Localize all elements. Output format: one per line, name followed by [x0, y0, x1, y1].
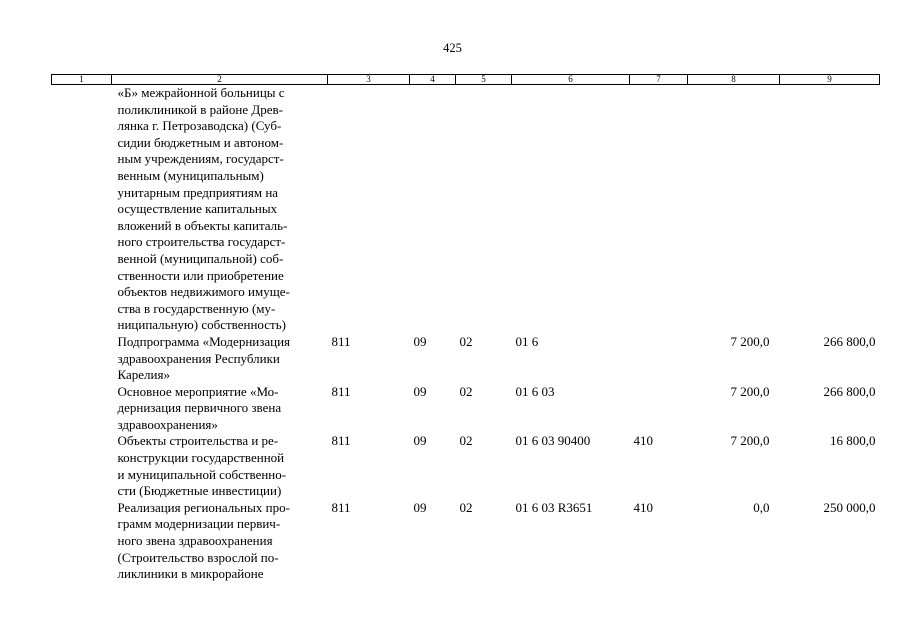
cell-empty [52, 500, 112, 583]
item-name [112, 334, 328, 384]
section-code [410, 85, 456, 334]
amount-second: 16 800,0 [830, 433, 876, 449]
expense-type-code [630, 85, 688, 334]
column-number: 7 [630, 75, 688, 85]
amount-second: 266 800,0 [823, 383, 876, 399]
cell-empty [52, 384, 112, 434]
ministry-code: 811 [331, 433, 351, 449]
amount-first: 7 200,0 [730, 383, 770, 399]
table-row [52, 500, 880, 583]
table-body [52, 85, 880, 583]
subsection-code [456, 85, 512, 334]
item-name [112, 85, 328, 334]
ministry-code [328, 85, 410, 334]
item-name-line: Карелия» [117, 367, 170, 383]
expense-type-code: 410 [633, 499, 653, 515]
item-name-line: Реализация региональных про- [117, 499, 290, 515]
item-name-line: ного звена здравоохранения [117, 533, 273, 549]
column-number: 5 [456, 75, 512, 85]
item-name-line: здравоохранения Республики [117, 350, 280, 366]
expense-type-code [630, 384, 688, 434]
column-number: 4 [410, 75, 456, 85]
item-name-line: дернизация первичного звена [117, 400, 282, 416]
item-name-line: осуществление капитальных [117, 201, 278, 217]
item-name-line: венной (муниципальной) соб- [117, 250, 284, 266]
section-code: 09 [413, 499, 427, 515]
item-name-line: ликлиники в микрорайоне [117, 566, 264, 582]
target-code: 01 6 03 90400 [515, 433, 591, 449]
section-code: 09 [413, 433, 427, 449]
amount-first: 7 200,0 [730, 333, 770, 349]
item-name-line: объектов недвижимого имуще- [117, 284, 290, 300]
target-code: 01 6 [515, 333, 539, 349]
expense-type-code [630, 334, 688, 384]
cell-empty [52, 433, 112, 499]
expense-type-code: 410 [633, 433, 653, 449]
amount-first [688, 85, 780, 334]
table-header [52, 75, 880, 85]
item-name-line: «Б» межрайонной больницы с [117, 85, 285, 100]
item-name-line: сидии бюджетным и автоном- [117, 134, 284, 150]
item-name-line: и муниципальной собственно- [117, 466, 287, 482]
table-row [52, 85, 880, 334]
item-name-line: ственности или приобретение [117, 267, 284, 283]
cell-empty [52, 85, 112, 334]
cell-empty [52, 334, 112, 384]
table-row [52, 384, 880, 434]
section-code: 09 [413, 333, 427, 349]
column-number: 9 [780, 75, 880, 85]
item-name-line: ного строительства государст- [117, 234, 286, 250]
column-number: 6 [512, 75, 630, 85]
amount-second: 266 800,0 [823, 333, 876, 349]
item-name [112, 500, 328, 583]
ministry-code: 811 [331, 499, 351, 515]
item-name-line: венным (муниципальным) [117, 167, 264, 183]
budget-table [51, 74, 880, 583]
column-number: 8 [688, 75, 780, 85]
column-number: 2 [112, 75, 328, 85]
table-row [52, 433, 880, 499]
amount-first: 0,0 [753, 499, 770, 515]
item-name-line: ниципальную) собственность) [117, 317, 286, 333]
subsection-code: 02 [459, 333, 473, 349]
item-name-line: сти (Бюджетные инвестиции) [117, 483, 282, 499]
amount-second [780, 85, 880, 334]
item-name-line: здравоохранения» [117, 416, 218, 432]
column-number: 3 [328, 75, 410, 85]
item-name-line: Основное мероприятие «Мо- [117, 383, 279, 399]
item-name [112, 433, 328, 499]
item-name-line: вложений в объекты капиталь- [117, 217, 288, 233]
item-name-line: (Строительство взрослой по- [117, 549, 279, 565]
page-number: 425 [443, 41, 462, 55]
item-name-line: Объекты строительства и ре- [117, 433, 279, 449]
target-code: 01 6 03 [515, 383, 555, 399]
amount-first: 7 200,0 [730, 433, 770, 449]
column-number-row [52, 75, 880, 85]
item-name-line: поликлиникой в районе Древ- [117, 101, 283, 117]
target-code: 01 6 03 R3651 [515, 499, 593, 515]
amount-second: 250 000,0 [823, 499, 876, 515]
subsection-code: 02 [459, 383, 473, 399]
item-name [112, 384, 328, 434]
ministry-code: 811 [331, 383, 351, 399]
subsection-code: 02 [459, 433, 473, 449]
subsection-code: 02 [459, 499, 473, 515]
ministry-code: 811 [331, 333, 351, 349]
item-name-line: ным учреждениям, государст- [117, 151, 284, 167]
item-name-line: конструкции государственной [117, 450, 285, 466]
column-number: 1 [52, 75, 112, 85]
item-name-line: унитарным предприятиям на [117, 184, 279, 200]
item-name-line: грамм модернизации первич- [117, 516, 281, 532]
item-name-line: Подпрограмма «Модернизация [117, 333, 291, 349]
section-code: 09 [413, 383, 427, 399]
item-name-line: лянка г. Петрозаводска) (Суб- [117, 118, 282, 134]
table-row [52, 334, 880, 384]
target-code [512, 85, 630, 334]
item-name-line: ства в государственную (му- [117, 300, 276, 316]
